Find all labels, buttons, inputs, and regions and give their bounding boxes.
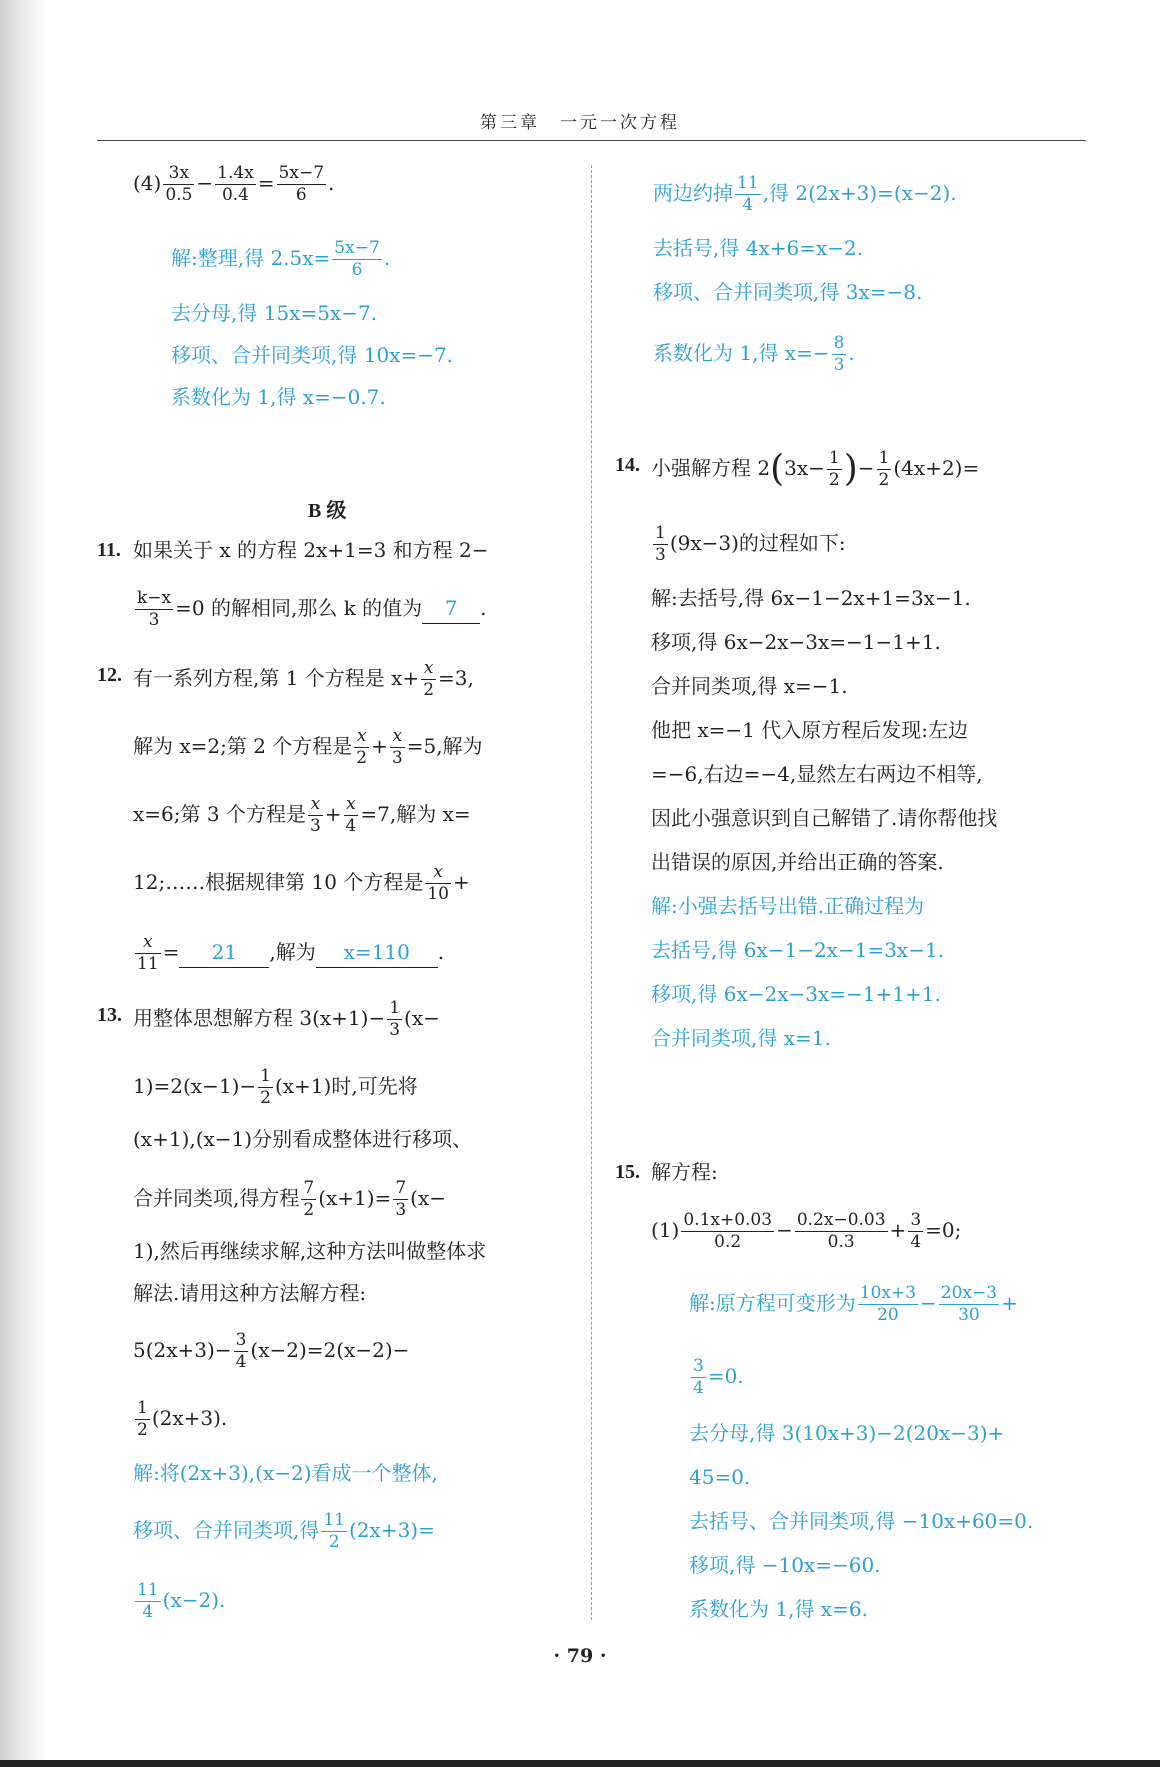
answer-blank-1: 21 bbox=[179, 937, 269, 968]
q12-line-2: 解为 x=2;第 2 个方程是 $\frac{x}{2}$ + $\frac{x}{3}$ =5,解为 bbox=[133, 726, 483, 768]
q11-line-2: $\frac{k-x}{3}$ =0 的解相同,那么 k 的值为 7 . bbox=[137, 588, 487, 630]
column-divider bbox=[591, 165, 592, 1620]
q13-line-2: 1)=2(x−1)− $\frac{1}{2}$ (x+1)时,可先将 bbox=[133, 1066, 418, 1108]
chapter-header: 第三章 一元一次方程 bbox=[480, 113, 680, 133]
fraction: $\frac{5x-7}{6}$ bbox=[278, 163, 325, 205]
question-13-number: 13. bbox=[97, 1004, 122, 1026]
fraction: $\frac{11}{2}$ bbox=[323, 1510, 345, 1552]
q14-solution-line-4: 合并同类项,得 x=1. bbox=[651, 1026, 831, 1050]
fraction: $\frac{11}{4}$ bbox=[137, 1580, 159, 1622]
q13-cont-line-2: 去括号,得 4x+6=x−2. bbox=[653, 236, 864, 260]
bottom-edge bbox=[0, 1760, 1160, 1767]
answer-blank: 7 bbox=[422, 593, 480, 624]
p4-solution-line-4: 系数化为 1,得 x=−0.7. bbox=[171, 385, 386, 409]
fraction: $\frac{x}{11}$ bbox=[137, 932, 159, 974]
q14-line-7: =−6,右边=−4,显然左右两边不相等, bbox=[651, 762, 983, 786]
q13-solution-line-3: $\frac{11}{4}$ (x−2). bbox=[137, 1580, 226, 1622]
q15-solution-line-6: 移项,得 −10x=−60. bbox=[689, 1553, 881, 1577]
fraction: $\frac{x}{3}$ bbox=[391, 726, 403, 768]
q15-part-1: (1) $\frac{0.1x+0.03}{0.2}$ − $\frac{0.2x-0.03}{0.3}$ + $\frac{3}{4}$ =0; bbox=[651, 1210, 962, 1252]
page-shadow bbox=[0, 0, 48, 1767]
q14-line-5: 合并同类项,得 x=−1. bbox=[651, 674, 848, 698]
q12-line-4: 12;……根据规律第 10 个方程是 $\frac{x}{10}$ + bbox=[133, 862, 470, 904]
fraction: $\frac{x}{3}$ bbox=[309, 794, 321, 836]
q15-solution-line-4: 45=0. bbox=[689, 1465, 751, 1489]
q13-line-5: 1),然后再继续求解,这种方法叫做整体求 bbox=[133, 1239, 487, 1263]
q14-line-6: 他把 x=−1 代入原方程后发现:左边 bbox=[651, 718, 968, 742]
q13-line-8: $\frac{1}{2}$ (2x+3). bbox=[137, 1398, 228, 1440]
q15-solution-line-7: 系数化为 1,得 x=6. bbox=[689, 1597, 868, 1621]
q15-solution-line-3: 去分母,得 3(10x+3)−2(20x−3)+ bbox=[689, 1421, 1005, 1445]
fraction: $\frac{x}{10}$ bbox=[427, 862, 449, 904]
fraction: $\frac{x}{4}$ bbox=[345, 794, 357, 836]
fraction: $\frac{1}{2}$ bbox=[828, 448, 840, 490]
fraction: $\frac{20x-3}{30}$ bbox=[940, 1283, 998, 1325]
q14-line-8: 因此小强意识到自己解错了.请你帮他找 bbox=[651, 806, 998, 830]
fraction: $\frac{1}{3}$ bbox=[655, 523, 666, 565]
q14-line-2: $\frac{1}{3}$ (9x−3)的过程如下: bbox=[655, 523, 846, 565]
fraction: $\frac{x}{2}$ bbox=[356, 726, 368, 768]
p4-solution-line-1: 解:整理,得 2.5x= $\frac{5x-7}{6}$ . bbox=[171, 238, 391, 280]
q13-solution-line-1: 解:将(2x+3),(x−2)看成一个整体, bbox=[133, 1461, 438, 1485]
fraction: $\frac{7}{2}$ bbox=[303, 1178, 315, 1220]
fraction: $\frac{7}{3}$ bbox=[395, 1178, 407, 1220]
fraction: $\frac{3}{4}$ bbox=[910, 1210, 922, 1252]
fraction: $\frac{x}{2}$ bbox=[423, 658, 435, 700]
fraction: $\frac{3}{4}$ bbox=[693, 1356, 704, 1398]
p4-solution-line-2: 去分母,得 15x=5x−7. bbox=[171, 301, 378, 325]
fraction: $\frac{1}{2}$ bbox=[260, 1066, 271, 1108]
header-rule bbox=[97, 140, 1086, 141]
fraction: $\frac{1}{2}$ bbox=[878, 448, 890, 490]
page-number: · 79 · bbox=[553, 1645, 607, 1667]
q12-line-5: $\frac{x}{11}$ = 21 ,解为 x=110 . bbox=[137, 932, 445, 974]
q13-line-7: 5(2x+3)− $\frac{3}{4}$ (x−2)=2(x−2)− bbox=[133, 1330, 410, 1372]
q14-line-4: 移项,得 6x−2x−3x=−1−1+1. bbox=[651, 630, 941, 654]
q13-solution-line-2: 移项、合并同类项,得 $\frac{11}{2}$ (2x+3)= bbox=[133, 1510, 435, 1552]
fraction: $\frac{0.1x+0.03}{0.2}$ bbox=[683, 1210, 773, 1252]
fraction: $\frac{3x}{0.5}$ bbox=[165, 163, 193, 205]
answer-blank-2: x=110 bbox=[316, 937, 438, 968]
q14-solution-line-2: 去括号,得 6x−1−2x−1=3x−1. bbox=[651, 938, 945, 962]
q13-cont-line-1: 两边约掉 $\frac{11}{4}$ ,得 2(2x+3)=(x−2). bbox=[653, 173, 957, 215]
question-15-number: 15. bbox=[615, 1161, 640, 1183]
section-b-heading: B 级 bbox=[308, 500, 347, 522]
q13-cont-line-4: 系数化为 1,得 x=− $\frac{8}{3}$ . bbox=[653, 333, 855, 375]
q14-line-3: 解:去括号,得 6x−1−2x+1=3x−1. bbox=[651, 586, 971, 610]
fraction: $\frac{8}{3}$ bbox=[833, 333, 845, 375]
q12-line-3: x=6;第 3 个方程是 $\frac{x}{3}$ + $\frac{x}{4}$ =7,解为 x= bbox=[133, 794, 471, 836]
question-14-number: 14. bbox=[615, 454, 640, 476]
fraction: $\frac{1}{2}$ bbox=[137, 1398, 148, 1440]
q14-line-1: 小强解方程 2(3x− $\frac{1}{2}$ )− $\frac{1}{2}$ (4x+2)= bbox=[651, 448, 980, 490]
q13-line-3: (x+1),(x−1)分别看成整体进行移项、 bbox=[133, 1127, 473, 1151]
fraction: $\frac{10x+3}{20}$ bbox=[859, 1283, 917, 1325]
q15-line-1: 解方程: bbox=[651, 1160, 718, 1184]
fraction: $\frac{k-x}{3}$ bbox=[137, 588, 172, 630]
q13-line-6: 解法.请用这种方法解方程: bbox=[133, 1281, 367, 1305]
fraction: $\frac{1}{3}$ bbox=[389, 998, 401, 1040]
fraction: $\frac{1.4x}{0.4}$ bbox=[217, 163, 254, 205]
fraction: $\frac{5x-7}{6}$ bbox=[334, 238, 380, 280]
question-11-number: 11. bbox=[97, 539, 121, 561]
fraction: $\frac{11}{4}$ bbox=[737, 173, 759, 215]
q12-line-1: 有一系列方程,第 1 个方程是 x+ $\frac{x}{2}$ =3, bbox=[133, 658, 474, 700]
q14-solution-line-3: 移项,得 6x−2x−3x=−1+1+1. bbox=[651, 982, 941, 1006]
q15-solution-line-2: $\frac{3}{4}$ =0. bbox=[693, 1356, 744, 1398]
q14-solution-line-1: 解:小强去括号出错.正确过程为 bbox=[651, 894, 925, 918]
q13-line-1: 用整体思想解方程 3(x+1)− $\frac{1}{3}$ (x− bbox=[133, 998, 440, 1040]
fraction: $\frac{3}{4}$ bbox=[235, 1330, 247, 1372]
p4-solution-line-3: 移项、合并同类项,得 10x=−7. bbox=[171, 343, 454, 367]
q15-solution-line-1: 解:原方程可变形为 $\frac{10x+3}{20}$ − $\frac{20x-3}{30}$ + bbox=[689, 1283, 1018, 1325]
q15-solution-line-5: 去括号、合并同类项,得 −10x+60=0. bbox=[689, 1509, 1034, 1533]
q11-line-1: 如果关于 x 的方程 2x+1=3 和方程 2− bbox=[133, 538, 489, 562]
q13-cont-line-3: 移项、合并同类项,得 3x=−8. bbox=[653, 280, 923, 304]
q14-line-9: 出错误的原因,并给出正确的答案. bbox=[651, 850, 944, 874]
fraction: $\frac{0.2x-0.03}{0.3}$ bbox=[796, 1210, 886, 1252]
q13-line-4: 合并同类项,得方程 $\frac{7}{2}$ (x+1)= $\frac{7}{3}$ (x− bbox=[133, 1178, 446, 1220]
question-12-number: 12. bbox=[97, 664, 122, 686]
problem-4: (4) $\frac{3x}{0.5}$ − $\frac{1.4x}{0.4}$ = $\frac{5x-7}{6}$ . bbox=[133, 163, 335, 205]
